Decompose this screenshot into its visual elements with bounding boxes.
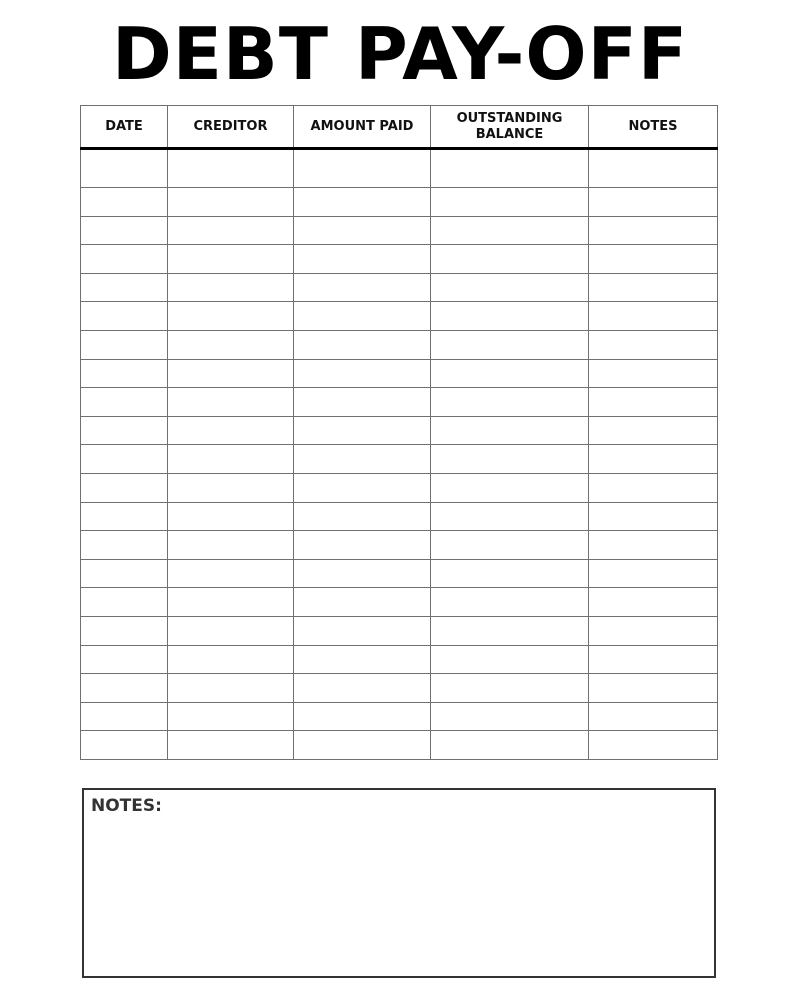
cell-notes[interactable]: [589, 445, 718, 474]
cell-creditor[interactable]: [168, 616, 294, 645]
cell-notes[interactable]: [589, 216, 718, 245]
cell-creditor[interactable]: [168, 645, 294, 674]
cell-notes[interactable]: [589, 473, 718, 502]
table-row: [81, 416, 718, 445]
cell-creditor[interactable]: [168, 531, 294, 560]
table-row: [81, 359, 718, 388]
cell-amount-paid[interactable]: [294, 502, 431, 531]
cell-amount-paid[interactable]: [294, 731, 431, 760]
cell-amount-paid[interactable]: [294, 559, 431, 588]
table-row: [81, 588, 718, 617]
cell-amount-paid[interactable]: [294, 531, 431, 560]
cell-outstanding-balance[interactable]: [431, 273, 589, 302]
cell-amount-paid[interactable]: [294, 245, 431, 274]
cell-outstanding-balance[interactable]: [431, 645, 589, 674]
cell-amount-paid[interactable]: [294, 359, 431, 388]
column-header-outstanding-balance: OUTSTANDING BALANCE: [431, 106, 589, 149]
cell-creditor[interactable]: [168, 330, 294, 359]
cell-outstanding-balance[interactable]: [431, 731, 589, 760]
cell-notes[interactable]: [589, 645, 718, 674]
cell-creditor[interactable]: [168, 273, 294, 302]
cell-outstanding-balance[interactable]: [431, 188, 589, 217]
cell-creditor[interactable]: [168, 588, 294, 617]
cell-amount-paid[interactable]: [294, 188, 431, 217]
cell-amount-paid[interactable]: [294, 330, 431, 359]
cell-outstanding-balance[interactable]: [431, 445, 589, 474]
cell-creditor[interactable]: [168, 731, 294, 760]
cell-outstanding-balance[interactable]: [431, 588, 589, 617]
cell-creditor[interactable]: [168, 473, 294, 502]
cell-amount-paid[interactable]: [294, 616, 431, 645]
cell-date[interactable]: [81, 273, 168, 302]
cell-notes[interactable]: [589, 149, 718, 188]
cell-outstanding-balance[interactable]: [431, 473, 589, 502]
cell-outstanding-balance[interactable]: [431, 616, 589, 645]
cell-date[interactable]: [81, 245, 168, 274]
cell-date[interactable]: [81, 559, 168, 588]
cell-creditor[interactable]: [168, 674, 294, 703]
cell-amount-paid[interactable]: [294, 273, 431, 302]
table-row: [81, 674, 718, 703]
cell-date[interactable]: [81, 302, 168, 331]
cell-amount-paid[interactable]: [294, 149, 431, 188]
cell-date[interactable]: [81, 616, 168, 645]
table-row: [81, 330, 718, 359]
cell-outstanding-balance[interactable]: [431, 531, 589, 560]
cell-amount-paid[interactable]: [294, 588, 431, 617]
cell-notes[interactable]: [589, 531, 718, 560]
debt-payoff-table: [80, 105, 718, 760]
cell-notes[interactable]: [589, 388, 718, 417]
cell-notes[interactable]: [589, 616, 718, 645]
table-row: [81, 302, 718, 331]
cell-notes[interactable]: [589, 588, 718, 617]
cell-amount-paid[interactable]: [294, 473, 431, 502]
table-row: [81, 149, 718, 188]
cell-creditor[interactable]: [168, 359, 294, 388]
cell-date[interactable]: [81, 531, 168, 560]
table-header-row: [81, 106, 718, 149]
cell-notes[interactable]: [589, 245, 718, 274]
cell-creditor[interactable]: [168, 416, 294, 445]
table-row: [81, 216, 718, 245]
cell-date[interactable]: [81, 588, 168, 617]
cell-notes[interactable]: [589, 330, 718, 359]
cell-outstanding-balance[interactable]: [431, 359, 589, 388]
table-row: [81, 559, 718, 588]
page-title: DEBT PAY-OFF: [111, 12, 688, 96]
column-header-amount-paid: AMOUNT PAID: [294, 106, 431, 149]
cell-outstanding-balance[interactable]: [431, 149, 589, 188]
cell-amount-paid[interactable]: [294, 388, 431, 417]
cell-outstanding-balance[interactable]: [431, 216, 589, 245]
cell-date[interactable]: [81, 188, 168, 217]
cell-date[interactable]: [81, 731, 168, 760]
cell-creditor[interactable]: [168, 559, 294, 588]
cell-date[interactable]: [81, 216, 168, 245]
table-row: [81, 388, 718, 417]
table-row: [81, 188, 718, 217]
cell-date[interactable]: [81, 674, 168, 703]
cell-creditor[interactable]: [168, 445, 294, 474]
cell-notes[interactable]: [589, 731, 718, 760]
cell-creditor[interactable]: [168, 188, 294, 217]
table-row: [81, 702, 718, 731]
cell-outstanding-balance[interactable]: [431, 302, 589, 331]
cell-notes[interactable]: [589, 559, 718, 588]
cell-date[interactable]: [81, 149, 168, 188]
cell-amount-paid[interactable]: [294, 216, 431, 245]
cell-notes[interactable]: [589, 416, 718, 445]
table-row: [81, 645, 718, 674]
cell-outstanding-balance[interactable]: [431, 330, 589, 359]
cell-outstanding-balance[interactable]: [431, 502, 589, 531]
cell-notes[interactable]: [589, 359, 718, 388]
cell-notes[interactable]: [589, 674, 718, 703]
cell-date[interactable]: [81, 388, 168, 417]
cell-outstanding-balance[interactable]: [431, 388, 589, 417]
cell-date[interactable]: [81, 473, 168, 502]
cell-date[interactable]: [81, 330, 168, 359]
cell-amount-paid[interactable]: [294, 416, 431, 445]
cell-date[interactable]: [81, 645, 168, 674]
cell-notes[interactable]: [589, 273, 718, 302]
cell-creditor[interactable]: [168, 216, 294, 245]
table-row: [81, 731, 718, 760]
cell-amount-paid[interactable]: [294, 702, 431, 731]
cell-creditor[interactable]: [168, 149, 294, 188]
cell-creditor[interactable]: [168, 302, 294, 331]
column-header-notes: NOTES: [589, 106, 718, 149]
cell-outstanding-balance[interactable]: [431, 702, 589, 731]
cell-creditor[interactable]: [168, 502, 294, 531]
cell-date[interactable]: [81, 445, 168, 474]
column-header-date: DATE: [81, 106, 168, 149]
table-row: [81, 616, 718, 645]
cell-date[interactable]: [81, 702, 168, 731]
cell-outstanding-balance[interactable]: [431, 416, 589, 445]
cell-notes[interactable]: [589, 702, 718, 731]
notes-box[interactable]: [82, 788, 716, 978]
table-row: [81, 473, 718, 502]
cell-creditor[interactable]: [168, 702, 294, 731]
cell-notes[interactable]: [589, 502, 718, 531]
cell-creditor[interactable]: [168, 245, 294, 274]
cell-outstanding-balance[interactable]: [431, 674, 589, 703]
table-row: [81, 531, 718, 560]
notes-label: NOTES:: [91, 796, 162, 816]
table-body: [81, 149, 718, 760]
cell-date[interactable]: [81, 359, 168, 388]
cell-notes[interactable]: [589, 302, 718, 331]
table-row: [81, 273, 718, 302]
table-row: [81, 445, 718, 474]
table-row: [81, 502, 718, 531]
cell-date[interactable]: [81, 502, 168, 531]
cell-creditor[interactable]: [168, 388, 294, 417]
cell-notes[interactable]: [589, 188, 718, 217]
cell-outstanding-balance[interactable]: [431, 559, 589, 588]
cell-amount-paid[interactable]: [294, 302, 431, 331]
cell-amount-paid[interactable]: [294, 674, 431, 703]
column-header-creditor: CREDITOR: [168, 106, 294, 149]
cell-outstanding-balance[interactable]: [431, 245, 589, 274]
cell-amount-paid[interactable]: [294, 445, 431, 474]
cell-date[interactable]: [81, 416, 168, 445]
table-row: [81, 245, 718, 274]
cell-amount-paid[interactable]: [294, 645, 431, 674]
